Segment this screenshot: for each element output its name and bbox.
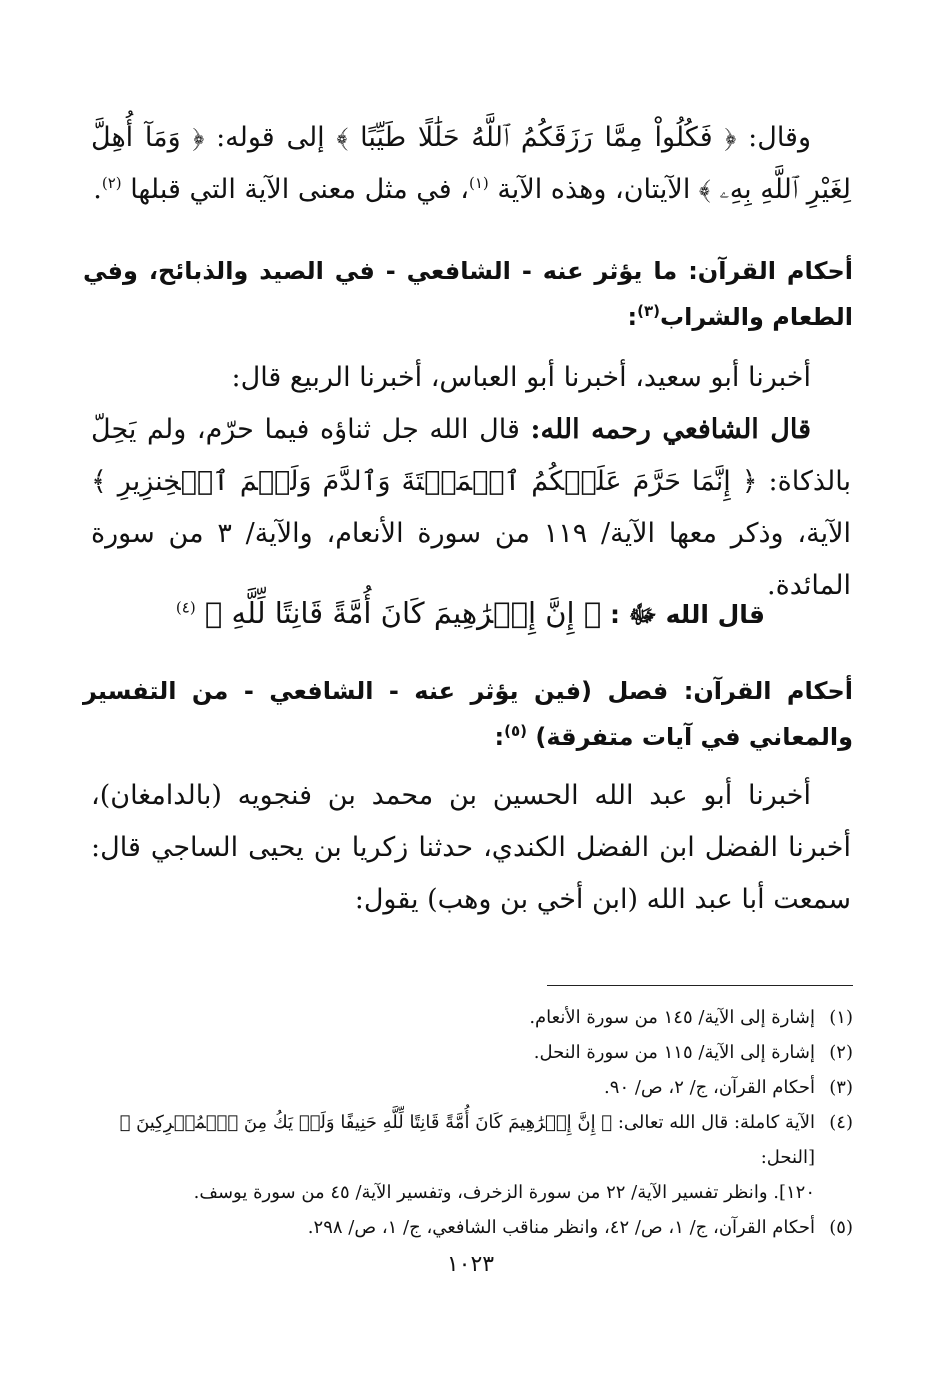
footnote-divider — [547, 985, 853, 986]
footnote-number: (٥) — [829, 1217, 853, 1238]
footnote-ref-3[interactable]: (٣) — [637, 302, 661, 320]
footnotes — [83, 1000, 853, 1245]
paragraph-chain-1: أخبرنا أبو سعيد، أخبرنا أبو العباس، أخبرنا الربيع قال: — [231, 362, 811, 393]
paragraph-verses — [91, 112, 851, 216]
paragraph-3-text: قال الله جل ثناؤه فيما حرّم، ولم يَحِلّ بالذكاة: ﴿ إِنَّمَا حَرَّمَ عَلَيۡكُمُ ٱلۡمَيۡتَةَ وَٱلدَّمَ وَلَحۡمَ ٱلۡخِنزِيرِ ﴾ الآية، وذكر معها الآية/ ١١٩ من سورة الأنعام، والآية/ ٣ من سورة المائدة. — [91, 414, 851, 601]
paragraph-1-line-2c: . — [93, 174, 102, 205]
verse-line-lead: قال الله ﷻ : — [601, 600, 766, 629]
footnote-5 — [83, 1210, 853, 1245]
footnote-text: أحكام القرآن، ج/ ٢، ص/ ٩٠. — [604, 1077, 815, 1098]
footnote-ref-2[interactable]: (٢) — [101, 174, 122, 192]
section-heading-tafsir — [83, 668, 853, 760]
paragraph-1-line-2b: ، في مثل معنى الآية التي قبلها — [121, 174, 469, 205]
footnote-4-continuation: ١٢٠]. وانظر تفسير الآية/ ٢٢ من سورة الزخرف، وتفسير الآية/ ٤٥ من سورة يوسف. — [193, 1182, 815, 1203]
footnote-number: (١) — [829, 1007, 853, 1028]
paragraph-1-line-1: وقال: ﴿ فَكُلُواْ مِمَّا رَزَقَكُمُ ٱللَّهُ حَلَٰلًا طَيِّبًا ﴾ إلى قوله: ﴿ وَمَآ أُهِلَّ لِغَيْرِ — [91, 122, 851, 205]
footnote-text: الآية كاملة: قال الله تعالى: ﴿ إِنَّ إِبۡرَٰهِيمَ كَانَ أُمَّةً قَانِتًا لِّلَّهِ حَنِيفًا وَلَمۡ يَكُ مِنَ ٱلۡمُشۡرِكِينَ ﴾ [النحل: — [119, 1112, 815, 1168]
footnote-number: (٢) — [829, 1042, 853, 1063]
heading-2-text: أحكام القرآن: فصل (فين يؤثر عنه - الشافعي - من التفسير والمعاني في آيات متفرقة) — [83, 677, 853, 751]
verse-line — [90, 585, 851, 643]
footnote-3 — [83, 1070, 853, 1105]
heading-2-end: : — [494, 723, 505, 751]
verse-line-verse: ﴿ إِنَّ إِبۡرَٰهِيمَ كَانَ أُمَّةً قَانِتًا لِّلَّهِ ﴾ — [195, 596, 602, 630]
footnote-1 — [83, 1000, 853, 1035]
section-heading-hunting — [83, 248, 853, 340]
paragraph-shafii-saying — [91, 404, 851, 612]
heading-1-text: أحكام القرآن: ما يؤثر عنه - الشافعي - في الصيد والذبائح، وفي الطعام والشراب — [83, 257, 853, 331]
footnote-ref-5[interactable]: (٥) — [504, 722, 528, 740]
footnote-text: إشارة إلى الآية/ ١٤٥ من سورة الأنعام. — [529, 1007, 815, 1028]
heading-1-end: : — [627, 303, 638, 331]
page-number: ١٠٢٣ — [446, 1252, 495, 1277]
footnote-number: (٣) — [829, 1077, 853, 1098]
footnote-2 — [83, 1035, 853, 1070]
paragraph-3-lead: قال الشافعي رحمه الله: — [530, 414, 811, 445]
footnote-text: إشارة إلى الآية/ ١١٥ من سورة النحل. — [533, 1042, 815, 1063]
footnote-text: أحكام القرآن، ج/ ١، ص/ ٤٢، وانظر مناقب الشافعي، ج/ ١، ص/ ٢٩٨. — [307, 1217, 815, 1238]
footnote-ref-1[interactable]: (١) — [468, 174, 489, 192]
paragraph-1-line-2a: ٱللَّهِ بِهِۦ ﴾ الآيتان، وهذه الآية — [488, 174, 799, 205]
footnote-ref-4[interactable]: (٤) — [175, 598, 196, 617]
paragraph-chain-2: أخبرنا أبو عبد الله الحسين بن محمد بن فنجويه (بالدامغان)، أخبرنا الفضل ابن الفضل الكندي، حدثنا زكريا بن يحيى الساجي قال: سمعت أبا عبد الله (ابن أخي بن وهب) يقول: — [91, 780, 851, 915]
footnote-number: (٤) — [829, 1112, 853, 1133]
footnote-4 — [83, 1105, 853, 1175]
